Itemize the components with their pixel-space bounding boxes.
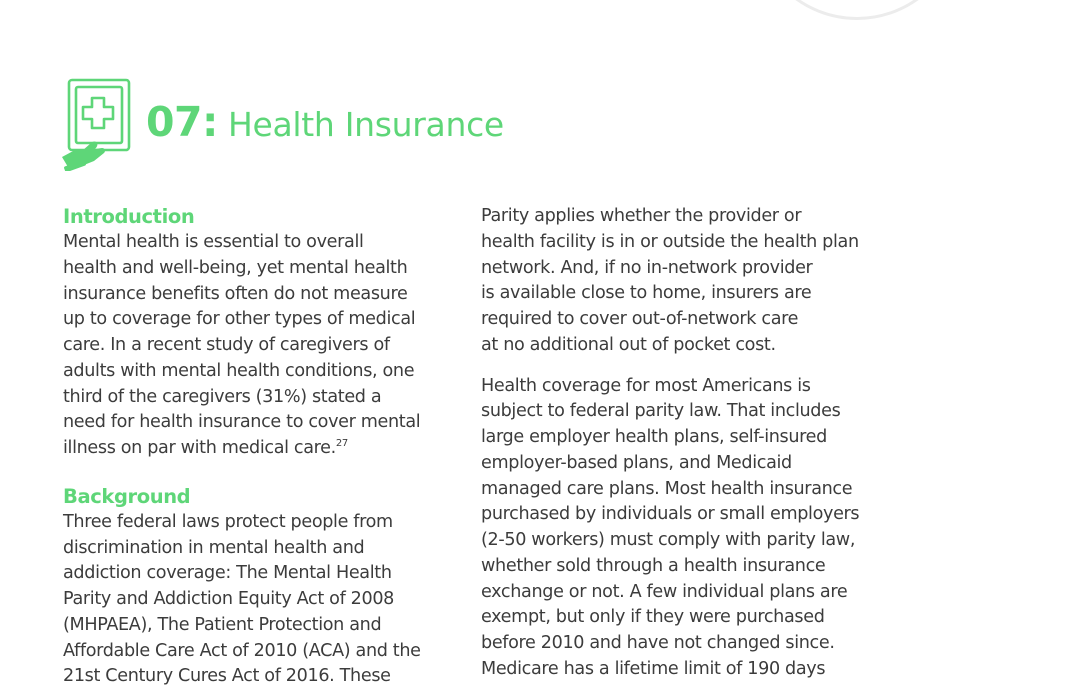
text-line: adults with mental health conditions, one — [63, 360, 415, 381]
text-line: Three federal laws protect people from — [63, 511, 393, 532]
text-line: before 2010 and have not changed since. — [481, 633, 835, 653]
footnote-reference: 27 — [335, 438, 348, 450]
text-line: care. In a recent study of caregivers of — [63, 335, 390, 355]
text-line: third of the caregivers (31%) stated a — [63, 386, 382, 407]
text-line: Parity applies whether the provider or — [481, 206, 802, 226]
page-title — [146, 97, 504, 146]
text-line: Mental health is essential to overall — [63, 232, 364, 252]
text-line: at no additional out of pocket cost. — [481, 334, 776, 355]
text-line: 21st Century Cures Act of 2016. These — [63, 666, 391, 687]
section-number: 07: — [146, 97, 218, 146]
text-line: discrimination in mental health and — [63, 537, 365, 558]
text-line: managed care plans. Most health insurance — [481, 478, 853, 499]
text-line-with-footnote — [63, 436, 463, 462]
text-line: up to coverage for other types of medical — [63, 309, 416, 330]
text-line: need for health insurance to cover mental — [63, 412, 421, 433]
left-column — [63, 204, 463, 690]
text-line: health facility is in or outside the health plan — [481, 231, 859, 252]
text-line: large employer health plans, self-insured — [481, 427, 827, 447]
text-line: network. And, if no in-network provider — [481, 257, 813, 278]
text-line: subject to federal parity law. That includes — [481, 401, 841, 422]
text-line: is available close to home, insurers are — [481, 283, 812, 304]
introduction-heading: Introduction — [63, 205, 195, 228]
text-line: required to cover out-of-network care — [481, 309, 799, 329]
text-line: Medicare has a lifetime limit of 190 days — [481, 658, 826, 679]
background-paragraph — [63, 510, 463, 690]
text-line: Parity and Addiction Equity Act of 2008 — [63, 589, 395, 609]
text-line: (MHPAEA), The Patient Protection and — [63, 614, 382, 635]
coverage-paragraph — [481, 374, 901, 683]
text-line: employer-based plans, and Medicaid — [481, 452, 792, 473]
health-insurance-card-hand-icon — [60, 77, 134, 171]
section-header — [60, 76, 504, 172]
right-column — [481, 204, 901, 683]
introduction-paragraph — [63, 230, 463, 462]
parity-paragraph — [481, 204, 901, 359]
text-line: exchange or not. A few individual plans are — [481, 581, 848, 602]
text-line: illness on par with medical care. — [63, 438, 336, 458]
text-line: health and well-being, yet mental health — [63, 257, 408, 278]
decorative-circle — [752, 0, 962, 20]
background-heading: Background — [63, 484, 191, 508]
text-line: Health coverage for most Americans is — [481, 375, 811, 396]
text-line: whether sold through a health insurance — [481, 555, 826, 576]
text-line: (2-50 workers) must comply with parity law, — [481, 530, 856, 550]
text-line: addiction coverage: The Mental Health — [63, 563, 392, 584]
text-line: exempt, but only if they were purchased — [481, 607, 825, 628]
text-line: insurance benefits often do not measure — [63, 283, 408, 304]
section-title: Health Insurance — [227, 104, 504, 144]
text-line: Affordable Care Act of 2010 (ACA) and the — [63, 640, 421, 661]
text-line: purchased by individuals or small employers — [481, 504, 860, 525]
